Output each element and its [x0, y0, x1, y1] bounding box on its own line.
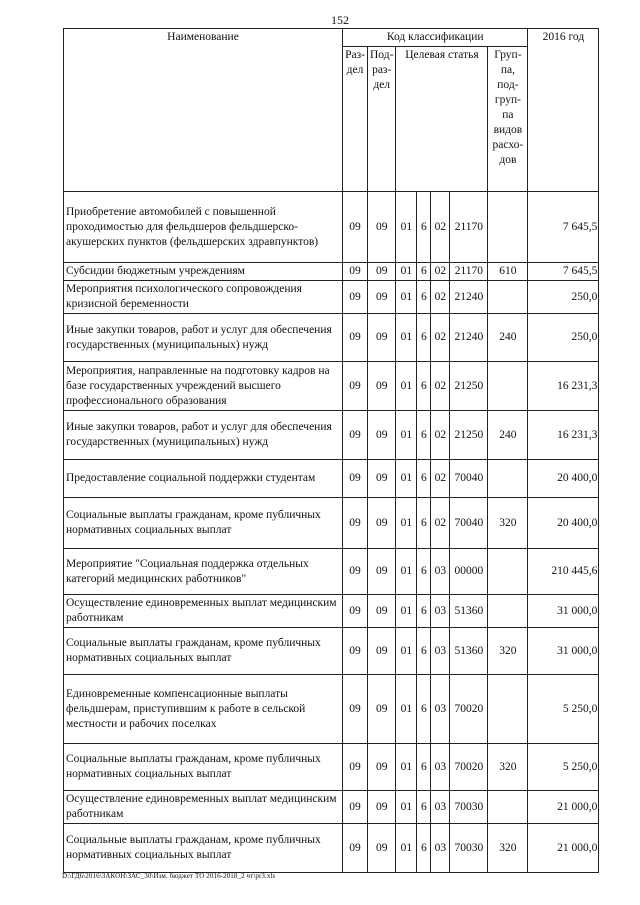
row-target-subprogram: 6	[417, 628, 431, 675]
footer-file-path: D:\ГД6\2016\ЗАКОН\ЗАС_30\Изм. бюджет ТО 2016-2018_2 чт\pr3.xls	[62, 872, 276, 880]
row-target-direction: 21240	[450, 281, 488, 314]
table-row	[64, 192, 599, 263]
budget-table	[63, 28, 599, 873]
row-name: Осуществление единовременных выплат медицинским работникам	[64, 791, 343, 824]
row-target-event: 03	[431, 744, 450, 791]
table-row	[64, 460, 599, 498]
row-expense-group	[488, 549, 528, 595]
row-amount-2016: 31 000,0	[528, 595, 599, 628]
row-name: Социальные выплаты гражданам, кроме публичных нормативных социальных выплат	[64, 744, 343, 791]
header-name: Наименование	[64, 29, 343, 192]
row-subsection: 09	[368, 192, 396, 263]
row-target-program: 01	[396, 192, 417, 263]
row-target-program: 01	[396, 460, 417, 498]
table-row	[64, 675, 599, 744]
row-name: Мероприятия, направленные на подготовку кадров на базе государственных учреждений высшего профессионального образования	[64, 362, 343, 411]
row-target-event: 03	[431, 628, 450, 675]
row-expense-group: 320	[488, 498, 528, 549]
row-target-program: 01	[396, 675, 417, 744]
row-amount-2016: 250,0	[528, 281, 599, 314]
table-row	[64, 824, 599, 873]
row-target-event: 02	[431, 281, 450, 314]
row-target-direction: 21170	[450, 192, 488, 263]
row-target-program: 01	[396, 791, 417, 824]
row-section: 09	[343, 595, 368, 628]
row-name: Иные закупки товаров, работ и услуг для обеспечения государственных (муниципальных) нужд	[64, 411, 343, 460]
row-target-event: 03	[431, 549, 450, 595]
row-target-direction: 21240	[450, 314, 488, 362]
page-number: 152	[331, 13, 349, 27]
header-subsection: Под- раз- дел	[368, 47, 396, 192]
row-amount-2016: 21 000,0	[528, 791, 599, 824]
row-subsection: 09	[368, 411, 396, 460]
row-target-program: 01	[396, 263, 417, 281]
row-amount-2016: 16 231,3	[528, 411, 599, 460]
row-target-event: 02	[431, 263, 450, 281]
table-row	[64, 314, 599, 362]
row-expense-group: 320	[488, 628, 528, 675]
row-subsection: 09	[368, 460, 396, 498]
row-target-event: 02	[431, 411, 450, 460]
row-target-direction: 21250	[450, 411, 488, 460]
row-expense-group: 240	[488, 411, 528, 460]
row-section: 09	[343, 362, 368, 411]
row-amount-2016: 21 000,0	[528, 824, 599, 873]
row-target-event: 03	[431, 791, 450, 824]
row-target-event: 03	[431, 595, 450, 628]
row-target-event: 03	[431, 824, 450, 873]
row-target-event: 02	[431, 498, 450, 549]
row-target-subprogram: 6	[417, 281, 431, 314]
row-name: Осуществление единовременных выплат медицинским работникам	[64, 595, 343, 628]
row-section: 09	[343, 675, 368, 744]
row-name: Мероприятие "Социальная поддержка отдельных категорий медицинских работников"	[64, 549, 343, 595]
row-section: 09	[343, 314, 368, 362]
table-row	[64, 498, 599, 549]
row-name: Социальные выплаты гражданам, кроме публичных нормативных социальных выплат	[64, 824, 343, 873]
row-expense-group	[488, 791, 528, 824]
row-subsection: 09	[368, 498, 396, 549]
row-target-direction: 70030	[450, 824, 488, 873]
table-row	[64, 744, 599, 791]
table-row	[64, 263, 599, 281]
row-subsection: 09	[368, 263, 396, 281]
table-row	[64, 411, 599, 460]
table-row	[64, 628, 599, 675]
row-section: 09	[343, 791, 368, 824]
row-target-event: 02	[431, 314, 450, 362]
row-target-program: 01	[396, 498, 417, 549]
row-subsection: 09	[368, 791, 396, 824]
row-section: 09	[343, 628, 368, 675]
table-row	[64, 595, 599, 628]
table-row	[64, 362, 599, 411]
row-target-event: 02	[431, 460, 450, 498]
row-name: Мероприятия психологического сопровождения кризисной беременности	[64, 281, 343, 314]
row-target-direction: 70020	[450, 675, 488, 744]
row-amount-2016: 20 400,0	[528, 498, 599, 549]
row-target-direction: 51360	[450, 628, 488, 675]
row-target-subprogram: 6	[417, 498, 431, 549]
row-target-program: 01	[396, 744, 417, 791]
row-target-program: 01	[396, 628, 417, 675]
row-target-subprogram: 6	[417, 411, 431, 460]
table-row	[64, 549, 599, 595]
header-target: Целевая статья	[396, 47, 488, 192]
row-amount-2016: 5 250,0	[528, 744, 599, 791]
row-amount-2016: 7 645,5	[528, 263, 599, 281]
row-target-event: 02	[431, 192, 450, 263]
row-section: 09	[343, 824, 368, 873]
row-name: Субсидии бюджетным учреждениям	[64, 263, 343, 281]
row-amount-2016: 250,0	[528, 314, 599, 362]
row-section: 09	[343, 744, 368, 791]
row-target-direction: 51360	[450, 595, 488, 628]
row-amount-2016: 210 445,6	[528, 549, 599, 595]
row-expense-group: 320	[488, 824, 528, 873]
row-expense-group: 320	[488, 744, 528, 791]
row-expense-group: 240	[488, 314, 528, 362]
row-name: Иные закупки товаров, работ и услуг для обеспечения государственных (муниципальных) нужд	[64, 314, 343, 362]
row-target-program: 01	[396, 411, 417, 460]
header-year: 2016 год	[528, 29, 599, 192]
row-subsection: 09	[368, 549, 396, 595]
row-target-subprogram: 6	[417, 675, 431, 744]
row-target-program: 01	[396, 824, 417, 873]
row-expense-group: 610	[488, 263, 528, 281]
row-subsection: 09	[368, 744, 396, 791]
row-target-direction: 70020	[450, 744, 488, 791]
row-subsection: 09	[368, 628, 396, 675]
row-target-program: 01	[396, 595, 417, 628]
row-subsection: 09	[368, 595, 396, 628]
row-expense-group	[488, 362, 528, 411]
row-target-subprogram: 6	[417, 314, 431, 362]
row-target-subprogram: 6	[417, 744, 431, 791]
row-target-subprogram: 6	[417, 460, 431, 498]
row-amount-2016: 7 645,5	[528, 192, 599, 263]
row-subsection: 09	[368, 314, 396, 362]
row-target-subprogram: 6	[417, 824, 431, 873]
row-target-subprogram: 6	[417, 549, 431, 595]
row-expense-group	[488, 192, 528, 263]
table-row	[64, 791, 599, 824]
row-name: Приобретение автомобилей с повышенной проходимостью для фельдшеров фельдшерско-акушерских пунктов (фельдшерских здравпунктов)	[64, 192, 343, 263]
row-subsection: 09	[368, 281, 396, 314]
row-amount-2016: 31 000,0	[528, 628, 599, 675]
table-row	[64, 281, 599, 314]
row-section: 09	[343, 281, 368, 314]
row-target-direction: 21250	[450, 362, 488, 411]
row-target-subprogram: 6	[417, 192, 431, 263]
row-target-direction: 70030	[450, 791, 488, 824]
row-section: 09	[343, 192, 368, 263]
row-target-direction: 21170	[450, 263, 488, 281]
row-section: 09	[343, 263, 368, 281]
row-name: Предоставление социальной поддержки студентам	[64, 460, 343, 498]
row-amount-2016: 20 400,0	[528, 460, 599, 498]
row-target-event: 03	[431, 675, 450, 744]
row-target-subprogram: 6	[417, 263, 431, 281]
row-target-program: 01	[396, 281, 417, 314]
row-target-direction: 00000	[450, 549, 488, 595]
row-target-program: 01	[396, 362, 417, 411]
header-group: Груп- па, под- груп- па видов расхо- дов	[488, 47, 528, 192]
row-subsection: 09	[368, 362, 396, 411]
row-target-direction: 70040	[450, 498, 488, 549]
row-name: Социальные выплаты гражданам, кроме публичных нормативных социальных выплат	[64, 498, 343, 549]
row-section: 09	[343, 549, 368, 595]
row-name: Единовременные компенсационные выплаты фельдшерам, приступившим к работе в сельской местности и рабочих поселках	[64, 675, 343, 744]
row-expense-group	[488, 460, 528, 498]
row-expense-group	[488, 675, 528, 744]
row-target-event: 02	[431, 362, 450, 411]
row-target-program: 01	[396, 314, 417, 362]
row-target-subprogram: 6	[417, 595, 431, 628]
row-amount-2016: 5 250,0	[528, 675, 599, 744]
row-subsection: 09	[368, 824, 396, 873]
row-expense-group	[488, 281, 528, 314]
header-section: Раз- дел	[343, 47, 368, 192]
row-expense-group	[488, 595, 528, 628]
row-target-direction: 70040	[450, 460, 488, 498]
row-target-subprogram: 6	[417, 362, 431, 411]
row-section: 09	[343, 460, 368, 498]
header-code: Код классификации	[343, 29, 528, 47]
row-name: Социальные выплаты гражданам, кроме публичных нормативных социальных выплат	[64, 628, 343, 675]
header-row-top	[64, 29, 599, 47]
row-section: 09	[343, 411, 368, 460]
row-subsection: 09	[368, 675, 396, 744]
row-amount-2016: 16 231,3	[528, 362, 599, 411]
row-target-subprogram: 6	[417, 791, 431, 824]
row-target-program: 01	[396, 549, 417, 595]
row-section: 09	[343, 498, 368, 549]
